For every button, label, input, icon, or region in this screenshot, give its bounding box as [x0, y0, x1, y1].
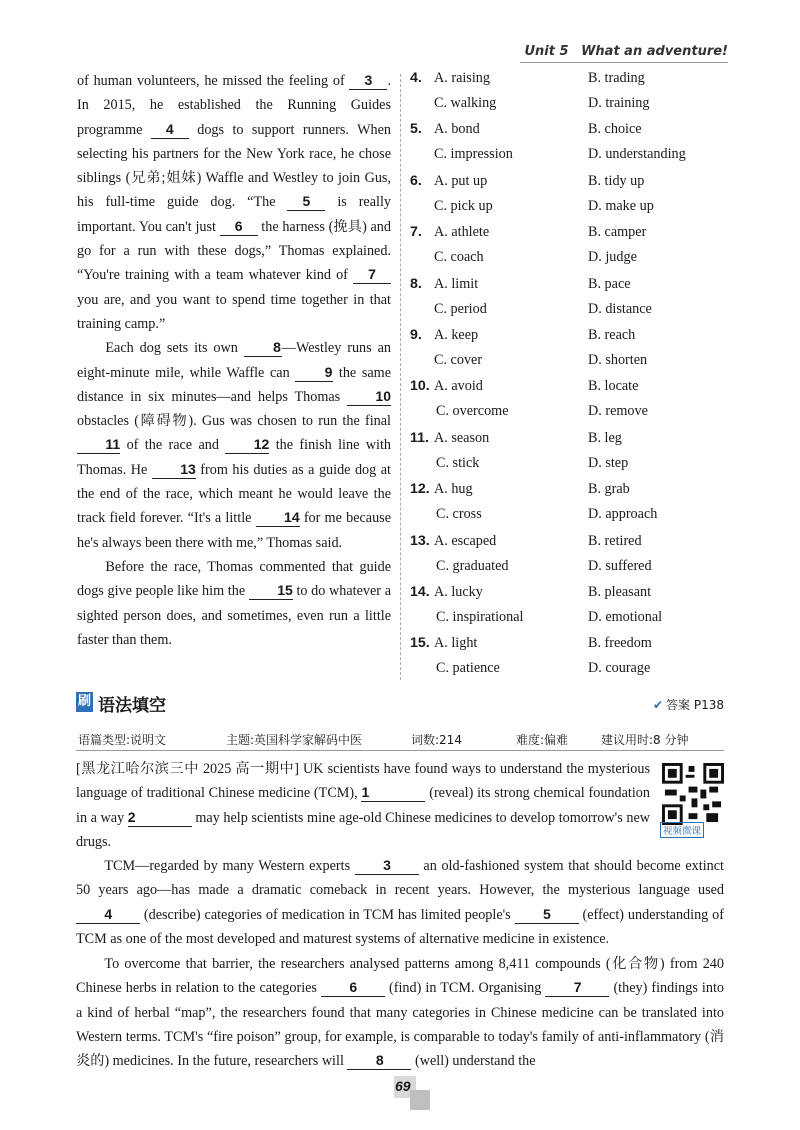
blank: 6 [321, 979, 385, 997]
option-a: A. put up [434, 172, 488, 189]
option-b: B. leg [588, 429, 622, 446]
section-title: 语法填空 [98, 696, 166, 716]
page-number: 69 [395, 1078, 411, 1094]
option-a: A. light [434, 635, 478, 652]
passage-paragraph: Each dog sets its own 8—Westley runs an eight-minute mile, while Waffle can 9 the same distance in six minutes—and helps Thomas 10 obstacles (障碍物). Gus was chosen to run the final 11 of the race and 12 the finish line with Thomas. He 13 from his duties as a guide dog at the end of the race, which meant he would leave the track field forever. “It's a little 14 for me because he's always been there with me,” Thomas said. [77, 339, 391, 551]
option-group [410, 481, 730, 532]
question-number: 15. [410, 635, 430, 652]
option-c: C. impression [434, 146, 513, 163]
option-d: D. training [588, 95, 650, 111]
option-a: A. keep [434, 326, 479, 343]
unit-label: Unit 5 [524, 44, 569, 59]
option-c: C. cover [434, 351, 483, 368]
option-a: A. raising [434, 70, 490, 86]
header-rule [520, 62, 728, 63]
blank: 1 [361, 784, 425, 802]
option-c: C. period [434, 300, 487, 317]
check-icon: ✔ [652, 698, 664, 712]
page-decoration [410, 1090, 430, 1110]
option-group [410, 378, 730, 429]
question-number: 11. [410, 429, 429, 446]
option-b: B. tidy up [588, 172, 645, 189]
blank: 4 [151, 121, 189, 139]
options-list [410, 70, 730, 687]
option-d: D. emotional [588, 608, 663, 625]
word-count: 词数:214 [411, 733, 462, 747]
blank: 7 [353, 266, 391, 284]
option-c: C. overcome [436, 403, 509, 420]
option-group [410, 70, 730, 121]
column-divider [400, 74, 401, 680]
option-a: A. lucky [434, 583, 483, 600]
grammar-paragraph-2: TCM—regarded by many Western experts 3 an old-fashioned system that should become extinct 50 years ago—has made a dramatic comeback in recent years. However, the mysterious language used 4 (describe) categories of medication in TCM has limited people's 5 (effect) understanding of TCM as one of the most developed and maturest systems of alternative medicine in existence. [76, 857, 724, 947]
option-d: D. judge [588, 249, 637, 266]
option-group [410, 276, 730, 327]
question-number: 13. [410, 532, 430, 549]
option-a: A. season [434, 429, 490, 446]
option-b: B. locate [588, 378, 639, 395]
option-b: B. freedom [588, 635, 652, 652]
blank: 14 [256, 509, 300, 527]
option-a: A. athlete [434, 224, 490, 241]
option-b: B. pace [588, 275, 631, 292]
blank: 9 [295, 364, 333, 382]
option-d: D. make up [588, 197, 654, 214]
running-header [524, 44, 728, 59]
question-number: 9. [410, 326, 422, 343]
cloze-passage [77, 69, 391, 652]
topic-label: 主题:英国科学家解码中医 [226, 733, 363, 747]
passage-paragraph: Before the race, Thomas commented that guide dogs give people like him the 15 to do whatever a sighted person does, and sometimes, even run a little faster than them. [77, 558, 391, 648]
grammar-paragraph-3: To overcome that barrier, the researchers analysed patterns among 8,411 compounds (化合物) from 240 Chinese herbs in relation to the categories 6 (find) in TCM. Organising 7 (they) findings into a kind of herbal “map”, the researchers found that many categories in Chinese medicine can be translated into Western terms. TCM's “fire poison” group, for example, is comparable to today's family of anti-inflammatory (消炎的) medicines. In the future, researchers will 8 (well) understand the [76, 956, 724, 1070]
blank: 13 [152, 461, 196, 479]
option-c: C. pick up [434, 197, 493, 214]
option-group [410, 121, 730, 172]
option-b: B. camper [588, 224, 647, 241]
option-c: C. walking [434, 95, 497, 111]
blank: 4 [76, 906, 140, 924]
blank: 5 [515, 906, 579, 924]
option-d: D. understanding [588, 146, 686, 163]
option-c: C. cross [436, 506, 482, 523]
option-a: A. escaped [434, 532, 497, 549]
option-c: C. patience [436, 660, 500, 677]
option-a: A. limit [434, 275, 479, 292]
blank: 7 [545, 979, 609, 997]
option-d: D. shorten [588, 351, 648, 368]
question-number: 10. [410, 378, 430, 395]
option-group [410, 173, 730, 224]
blank: 8 [244, 339, 282, 357]
grammar-paragraph-1: [黑龙江哈尔滨三中 2025 高一期中] UK scientists have found ways to understand the mysterious language of traditional Chinese medicine (TCM), 1 (reveal) its strong chemical foundation in a way 2 may help scientists mine age-old Chinese medicines to develop tomorrow's new drugs. [76, 761, 650, 850]
blank: 10 [347, 388, 391, 406]
option-b: B. grab [588, 481, 630, 498]
option-group [410, 533, 730, 584]
question-number: 5. [410, 121, 422, 138]
genre-label: 语篇类型:说明文 [78, 733, 167, 747]
question-number: 14. [410, 583, 430, 600]
blank: 6 [220, 218, 258, 236]
option-a: A. hug [434, 481, 473, 498]
option-group [410, 224, 730, 275]
option-group [410, 327, 730, 378]
option-d: D. step [588, 454, 629, 471]
blank: 3 [349, 72, 387, 90]
blank: 11 [77, 436, 120, 454]
option-a: A. bond [434, 121, 480, 138]
option-c: C. inspirational [436, 608, 524, 625]
option-c: C. stick [436, 454, 480, 471]
difficulty-label: 难度:偏难 [516, 733, 569, 747]
blank: 5 [287, 193, 325, 211]
time-label: 建议用时:8 分钟 [601, 733, 689, 747]
blank: 2 [128, 809, 192, 827]
question-number: 7. [410, 224, 422, 241]
question-number: 6. [410, 172, 422, 189]
option-group [410, 584, 730, 635]
section-icon: 刷 [76, 692, 93, 712]
option-d: D. suffered [588, 557, 652, 574]
option-b: B. choice [588, 121, 642, 138]
option-b: B. retired [588, 532, 642, 549]
option-d: D. approach [588, 506, 658, 523]
passage-paragraph: of human volunteers, he missed the feeling of 3 . In 2015, he established the Running Guides programme 4 dogs to support runners. When selecting his partners for the New York race, he chose siblings (兄弟;姐妹) Waffle and Westley to join Gus, his full-time guide dog. “The 5 is really important. You can't just 6 the harness (挽具) and go for a run with these dogs,” Thomas explained. “You're training with a team whatever kind of 7 you are, and you want to spend time together in that training camp.” [77, 72, 391, 332]
blank: 8 [347, 1052, 411, 1070]
question-number: 8. [410, 275, 422, 292]
option-b: B. pleasant [588, 583, 652, 600]
option-a: A. avoid [434, 378, 483, 395]
option-b: B. trading [588, 70, 645, 86]
option-b: B. reach [588, 326, 636, 343]
option-d: D. courage [588, 660, 651, 677]
unit-title: What an adventure! [581, 44, 728, 59]
blank: 15 [249, 582, 293, 600]
option-group [410, 635, 730, 686]
blank: 3 [355, 857, 419, 875]
option-c: C. graduated [436, 557, 509, 574]
option-d: D. remove [588, 403, 648, 420]
qr-code-icon[interactable] [662, 763, 724, 825]
blank: 12 [225, 436, 269, 454]
option-c: C. coach [434, 249, 484, 266]
option-group [410, 430, 730, 481]
answer-ref: ✔ 答案 P138 [652, 698, 724, 712]
qr-label: 视频微课 [660, 822, 704, 838]
option-d: D. distance [588, 300, 652, 317]
question-number: 4. [410, 70, 422, 86]
meta-bar [76, 728, 724, 751]
section-header [76, 690, 724, 716]
question-number: 12. [410, 481, 430, 498]
